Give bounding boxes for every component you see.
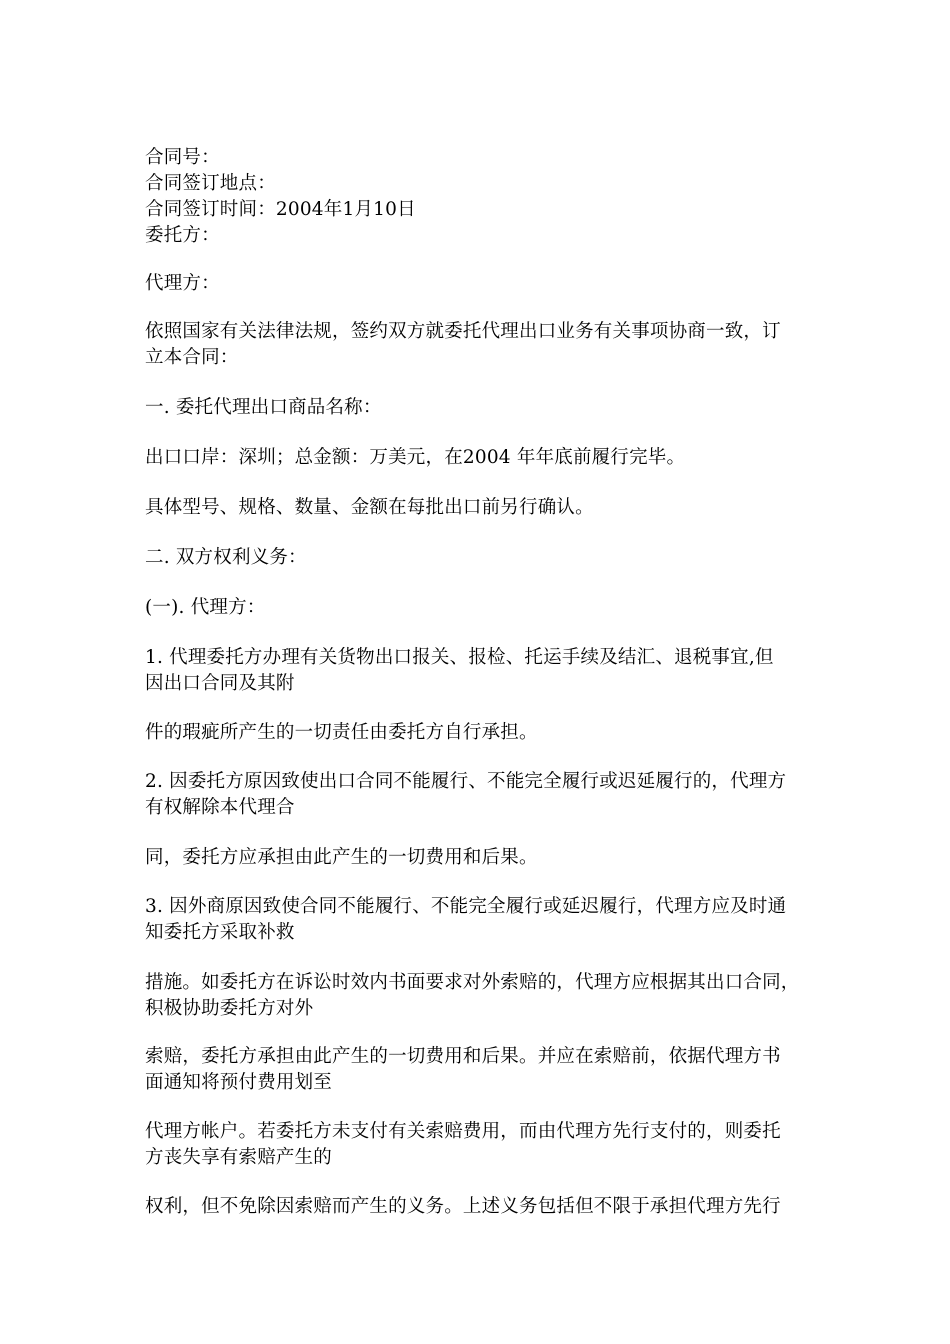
section-2-title: 二. 双方权利义务： xyxy=(145,547,307,568)
principal-label: 委托方： xyxy=(145,225,220,246)
specification-confirm-line: 具体型号、规格、数量、金额在每批出口前另行确认。 xyxy=(145,497,594,518)
clause-1-line-3: 件的瑕疵所产生的一切责任由委托方自行承担。 xyxy=(145,722,538,743)
contract-number-label: 合同号： xyxy=(145,147,220,168)
agent-subsection-title: (一). 代理方： xyxy=(145,597,266,618)
clause-3-line-7: 代理方帐户。若委托方未支付有关索赔费用，而由代理方先行支付的，则委托 xyxy=(145,1121,781,1142)
intro-paragraph-line-1: 依照国家有关法律法规，签约双方就委托代理出口业务有关事项协商一致，订 xyxy=(145,321,781,342)
clause-1-line-2: 因出口合同及其附 xyxy=(145,673,295,694)
clause-3-line-6: 面通知将预付费用划至 xyxy=(145,1072,333,1093)
clause-3-line-8: 方丧失享有索赔产生的 xyxy=(145,1147,333,1168)
clause-3-line-2: 知委托方采取补救 xyxy=(145,922,295,943)
sign-time-label: 合同签订时间：2004年1月10日 xyxy=(145,199,416,220)
section-1-title: 一. 委托代理出口商品名称： xyxy=(145,397,382,418)
clause-3-line-9: 权利，但不免除因索赔而产生的义务。上述义务包括但不限于承担代理方先行 xyxy=(145,1196,781,1217)
clause-3-line-1: 3. 因外商原因致使合同不能履行、不能完全履行或延迟履行，代理方应及时通 xyxy=(145,896,787,917)
clause-2-line-2: 有权解除本代理合 xyxy=(145,797,295,818)
clause-2-line-1: 2. 因委托方原因致使出口合同不能履行、不能完全履行或迟延履行的，代理方 xyxy=(145,771,787,792)
clause-2-line-3: 同，委托方应承担由此产生的一切费用和后果。 xyxy=(145,847,538,868)
clause-3-line-3: 措施。如委托方在诉讼时效内书面要求对外索赔的，代理方应根据其出口合同， xyxy=(145,972,800,993)
clause-3-line-4: 积极协助委托方对外 xyxy=(145,998,314,1019)
clause-3-line-5: 索赔，委托方承担由此产生的一切费用和后果。并应在索赔前，依据代理方书 xyxy=(145,1046,781,1067)
clause-1-line-1: 1. 代理委托方办理有关货物出口报关、报检、托运手续及结汇、退税事宜,但 xyxy=(145,647,774,668)
export-port-line: 出口口岸：深圳；总金额：万美元，在2004 年年底前履行完毕。 xyxy=(145,447,686,468)
agent-label: 代理方： xyxy=(145,273,220,294)
intro-paragraph-line-2: 立本合同： xyxy=(145,347,239,368)
sign-place-label: 合同签订地点： xyxy=(145,173,276,194)
